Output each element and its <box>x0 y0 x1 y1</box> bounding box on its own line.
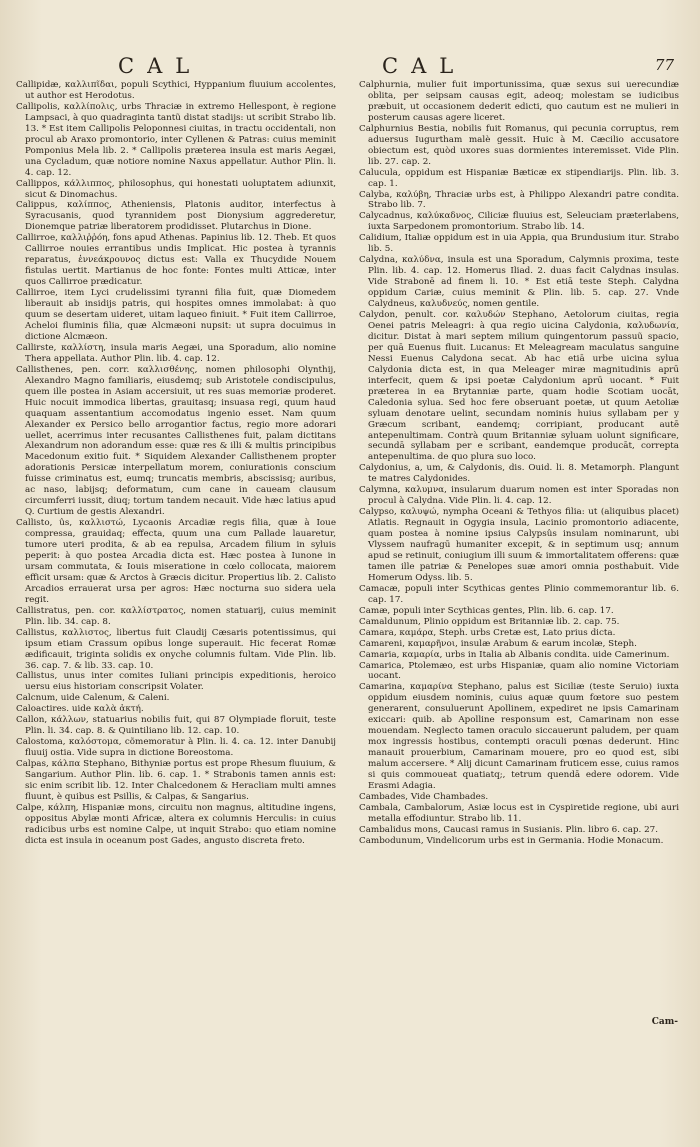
dictionary-entry: Calypso, καλυψώ, nympha Oceani & Tethyos filia: ut (aliquibus placet) Atlatis. Regnauit in Ogygia insula, Lacinio promontorio adiacente, quam postea à nomine ipsius Calypsûs insulam nominarunt, ubi Vlyssem naufragū humaniter excepit, & in septimum usq; annum apud se retinuit, coniugium illi suum & immortalitatem offerens: quæ tamen ille patriæ & Penelopes suæ amori omnia posthabuit. Vide Homerum Odyss. lib. 5. <box>359 507 679 583</box>
dictionary-entry: Caloactires. uide καλὰ ἀκτή. <box>16 704 144 715</box>
running-head-right: CAL <box>382 54 467 78</box>
dictionary-entry: Calydonius, a, um, & Calydonis, dis. Ouid. li. 8. Metamorph. Plangunt te matres Calydonides. <box>359 463 679 485</box>
dictionary-entry: Camarina, καμαρίνα Stephano, palus est Siciliæ (teste Seruio) iuxta oppidum eiusdem nominis, cuius aquæ quum fœtore suo pestem generarent, consuluerunt Apollinem, expediret ne ipsis Camarinam exiccari: quib. ab Apolline responsum est, Camarinam non esse mouendam. Neglecto tamen oraculo siccauerunt paludem, per quam mox ingressis hostibus, contempti oraculi pœnas dederunt. Hinc manauit prouerbium, Camarinam mouere, pro eo quod est, sibi malum accersere. * Alij dicunt Camarinam fruticem esse, cuius ramos si quis commoueat quatiatq;, tetrum quendā edere odorem. Vide Erasmi Adagia. <box>359 682 679 791</box>
dictionary-entry: Calphurnius Bestia, nobilis fuit Romanus, qui pecunia corruptus, rem aduersus Iugurtham malè gessit. Huic à M. Cæcilio accusatore obiectum est, quòd uxores suas dormientes interemisset. Vide Plin. lib. 27. cap. 2. <box>359 123 679 167</box>
dictionary-entry: Camaldunum, Plinio oppidum est Britanniæ lib. 2. cap. 75. <box>359 616 620 627</box>
dictionary-entry: Camacæ, populi inter Scythicas gentes Plinio commemorantur lib. 6. cap. 17. <box>359 583 679 605</box>
dictionary-entry: Calpas, κάλπα Stephano, Bithyniæ portus est prope Rhesum fluuium, & Sangarium. Author Plin. lib. 6. cap. 1. * Strabonis tamen annis est: sic enim scribit lib. 12. Inter Chalcedonem & Heracliam multi amnes fluunt, è quibus est Psillis, & Calpas, & Sangarius. <box>16 759 336 802</box>
dictionary-entry: Calpe, κάλπη, Hispaniæ mons, circuitu non magnus, altitudine ingens, oppositus Abylæ monti Africæ, altera ex columnis Herculis: in cuius radicibus urbs est nomine Calpe, ut inquit Strabo: quo etiam nomine dicta est insula in oceanum post Gades, angusto discreta freto. <box>16 802 336 846</box>
dictionary-entry: Callistus, καλλιστος, libertus fuit Claudij Cæsaris potentissimus, qui ipsum etiam Crassum opibus longe superauit. Hic fecerat Romæ ædificauit, triginta solidis ex onyche columnis fultam. Vide Plin. lib. 36. cap. 7. & lib. 33. cap. 10. <box>16 627 336 671</box>
dictionary-entry: Callipolis, καλλίπολις, urbs Thraciæ in extremo Hellespont, è regione Lampsaci, à quo quadraginta tantũ distat stadijs: ut scribit Strabo lib. 13. * Est item Callipolis Peloponnesi ciuitas, in tractu occidentali, non procul ab Araxo promontorio, inter Cyllenen & Patras: cuius meminit Pomponius Mela lib. 2. * Callipolis præterea insula est maris Aegæi, una Cycladum, quæ notiore nomine Naxus appellatur. Author Plin. li. 4. cap. 12. <box>16 101 336 178</box>
dictionary-entry: Callirroe, item Lyci crudelissimi tyranni filia fuit, quæ Diomedem liberauit ab insidijs patris, qui hospites omnes immolabat: à quo quum se desertam uideret, uitam laqueo finiuit. * Fuit item Callirroe, Acheloi fluminis filia, quæ Alcmæoni nupsit: ut supra docuimus in dictione Alcmæon. <box>16 288 336 342</box>
dictionary-entry: Calyba, καλύβη, Thraciæ urbs est, à Philippo Alexandri patre condita. Strabo lib. 7. <box>359 189 679 211</box>
dictionary-entry: Callistratus, pen. cor. καλλίστρατος, nomen statuarij, cuius meminit Plin. lib. 34. cap. 8. <box>16 605 336 627</box>
dictionary-entry: Camara, καμάρα, Steph. urbs Cretæ est, Lato prius dicta. <box>359 627 616 638</box>
dictionary-entry: Callirroe, καλλιῤῥόη, fons apud Athenas. Papinius lib. 12. Theb. Et quos Callirroe nouies errantibus undis Implicat. Hic postea à tyrannis reparatus, ἐννεάκρουνος dictus est: Valla ex Thucydide Nouem fistulas uertit. Martianus de hoc fonte: Fontes multi Atticæ, inter quos Callirroe prædicatur. <box>16 233 336 288</box>
dictionary-entry: Calphurnia, mulier fuit importunissima, quæ sexus sui uerecundiæ oblita, per seipsam causas egit, adeoq; molestam se iudicibus præbuit, ut occasionem dederit edicti, quo cautum est ne mulieri in posterum causas agere liceret. <box>359 80 679 123</box>
dictionary-entry: Callipidæ, καλλιπῖδαι, populi Scythici, Hyppanium fluuium accolentes, ut author est Herodotus. <box>16 80 336 101</box>
dictionary-entry: Camæ, populi inter Scythicas gentes, Plin. lib. 6. cap. 17. <box>359 605 614 616</box>
page-header <box>0 54 700 80</box>
dictionary-entry: Calostoma, καλόστομα, cõmemoratur à Plin. li. 4. ca. 12. inter Danubij fluuij ostia. Vide supra in dictione Boreostoma. <box>16 737 336 759</box>
dictionary-entry: Calidium, Italiæ oppidum est in uia Appia, qua Brundusium itur. Strabo lib. 5. <box>359 233 679 255</box>
dictionary-entry: Callippos, κάλλιππος, philosophus, qui honestati uoluptatem adiunxit, sicut & Dinomachus. <box>16 178 336 200</box>
dictionary-entry: Callisthenes, pen. corr. καλλισθένης, nomen philosophi Olynthij, Alexandro Magno familiaris, eiusdemq; sub Aristotele condiscipulus, quem ille postea in Asiam accersiuit, ut res suas memoriæ proderet. Huic nocuit immodica libertas, grauitasq; insuasa regi, quum haud quaquam assentantium accomodatus ingenio esset. Nam quum Alexander ex Persico bello arrogantior factus, regio more adorari uellet, acerrimus inter recusantes Callisthenes fuit, palam dictitans Alexandrum non adorandum esse: quæ res & illi & multis principibus Macedonum exitio fuit. * Siquidem Alexander Callisthenem propter adorationis Persicæ interpellatum morem, coniurationis conscium fuisse criminatus est, eumq; truncatis membris, abscissisq; auribus, ac naso, labijsq; deformatum, cum cane in caueam clausum circumferri iussit, diuq; tortum tandem necauit. Vide hæc latius apud Q. Curtium de gestis Alexandri. <box>16 364 336 518</box>
dictionary-entry: Calcnum, uide Calenum, & Caleni. <box>16 693 170 704</box>
dictionary-entry: Calycadnus, καλύκαδνος, Ciliciæ fluuius est, Seleuciam præterlabens, iuxta Sarpedonem promontorium. Strabo lib. 14. <box>359 211 679 233</box>
dictionary-entry: Cambalidus mons, Caucasi ramus in Susianis. Plin. libro 6. cap. 27. <box>359 824 658 835</box>
dictionary-entry: Camaria, καμαρία, urbs in Italia ab Albanis condita. uide Camerinum. <box>359 649 670 660</box>
running-head-left: CAL <box>118 54 203 78</box>
dictionary-entry: Callisto, ûs, καλλιστώ, Lycaonis Arcadiæ regis filia, quæ à Ioue compressa, grauidaq; effecta, quum una cum Pallade lauaretur, tumore uteri prodita, & ab ea repulsa, Arcadem filium in syluis peperit: à quo postea Arcadia dicta est. Hæc postea à Iunone in ursam commutata, & Iouis miseratione in cœlo collocata, maiorem efficit ursam: quæ & Arctos à Græcis dicitur. Propertius lib. 2. Calisto Arcadios errauerat ursa per agros: Hæc nocturna suo sidera uela regit. <box>16 518 336 605</box>
dictionary-entry: Callistus, unus inter comites Iuliani principis expeditionis, heroico uersu eius historiam conscripsit Volater. <box>16 671 336 693</box>
dictionary-entry: Calydon, penult. cor. καλυδών Stephano, Aetolorum ciuitas, regia Oenei patris Meleagri: à qua regio uicina Calydonia, καλυδωνία, dicitur. Distat à mari septem milium quingentorum passuũ spacio, per quā Euenus fluit. Lucanus: Et Meleagream maculatus sanguine Nessi Euenus Calydona secat. Ab hac etiā urbe uicina sylua Calydonia dicta est, in qua Meleager miræ magnitudinis aprū interfecit, quem & ipsi poetæ Calydonium aprū uocant. * Fuit præterea in ea Brytanniæ parte, quam hodie Scotiam uocāt, Caledonia sylua. Sed hoc fere obseruant poetæ, ut quum Aetoliæ syluam denotare uelint, secundam nominis huius syllabam per y Græcum scribant, eandemq; corripiant, producant autē antepenultimam. Contrà quum Britanniæ syluam uolunt significare, secundā syllabam per e scribant, eandemque producāt, correpta antepenultima. de quo plura suo loco. <box>359 310 679 463</box>
dictionary-entry: Cambodunum, Vindelicorum urbs est in Germania. Hodie Monacum. <box>359 835 664 846</box>
dictionary-entry: Calippus, καλίππος, Atheniensis, Platonis auditor, interfectus à Syracusanis, quod tyrannidem post Dionysium aggrederetur, Dionemque patriæ liberatorem prodidisset. Plutarchus in Dione. <box>16 200 336 233</box>
dictionary-entry: Callirste, καλλίστη, insula maris Aegæi, una Sporadum, alio nomine Thera appellata. Author Plin. lib. 4. cap. 12. <box>16 342 336 364</box>
left-column <box>16 80 336 847</box>
dictionary-entry: Callon, κάλλων, statuarius nobilis fuit, qui 87 Olympiade floruit, teste Plin. li. 34. cap. 8. & Quintiliano lib. 12. cap. 10. <box>16 715 336 737</box>
dictionary-entry: Camareni, καμαρῆνοι, insulæ Arabum & earum incolæ, Steph. <box>359 638 637 649</box>
page-number: 77 <box>654 56 674 74</box>
dictionary-entry: Calydna, καλύδνα, insula est una Sporadum, Calymnis proxima, teste Plin. lib. 4. cap. 12. Homerus Iliad. 2. duas facit Calydnas insulas. Vide Strabonē ad finem li. 10. * Est etiā teste Steph. Calydna oppidum Cariæ, cuius meminit & Plin. lib. 5. cap. 27. Vnde Calydneus, καλυδνεύς, nomen gentile. <box>359 255 679 310</box>
right-column <box>359 80 679 847</box>
dictionary-entry: Camarica, Ptolemæo, est urbs Hispaniæ, quam alio nomine Victoriam uocant. <box>359 660 679 682</box>
dictionary-entry: Calucula, oppidum est Hispaniæ Bæticæ ex stipendiarijs. Plin. lib. 3. cap. 1. <box>359 167 679 189</box>
dictionary-entry: Cambala, Cambalorum, Asiæ locus est in Cyspiretide regione, ubi auri metalla effodiuntur. Strabo lib. 11. <box>359 802 679 824</box>
dictionary-entry: Calymna, καλυμνα, insularum duarum nomen est inter Sporadas non procul à Calydna. Vide Plin. li. 4. cap. 12. <box>359 485 679 507</box>
dictionary-entry: Cambades, Vide Chambades. <box>359 791 489 802</box>
catchword: Cam- <box>651 1017 678 1027</box>
